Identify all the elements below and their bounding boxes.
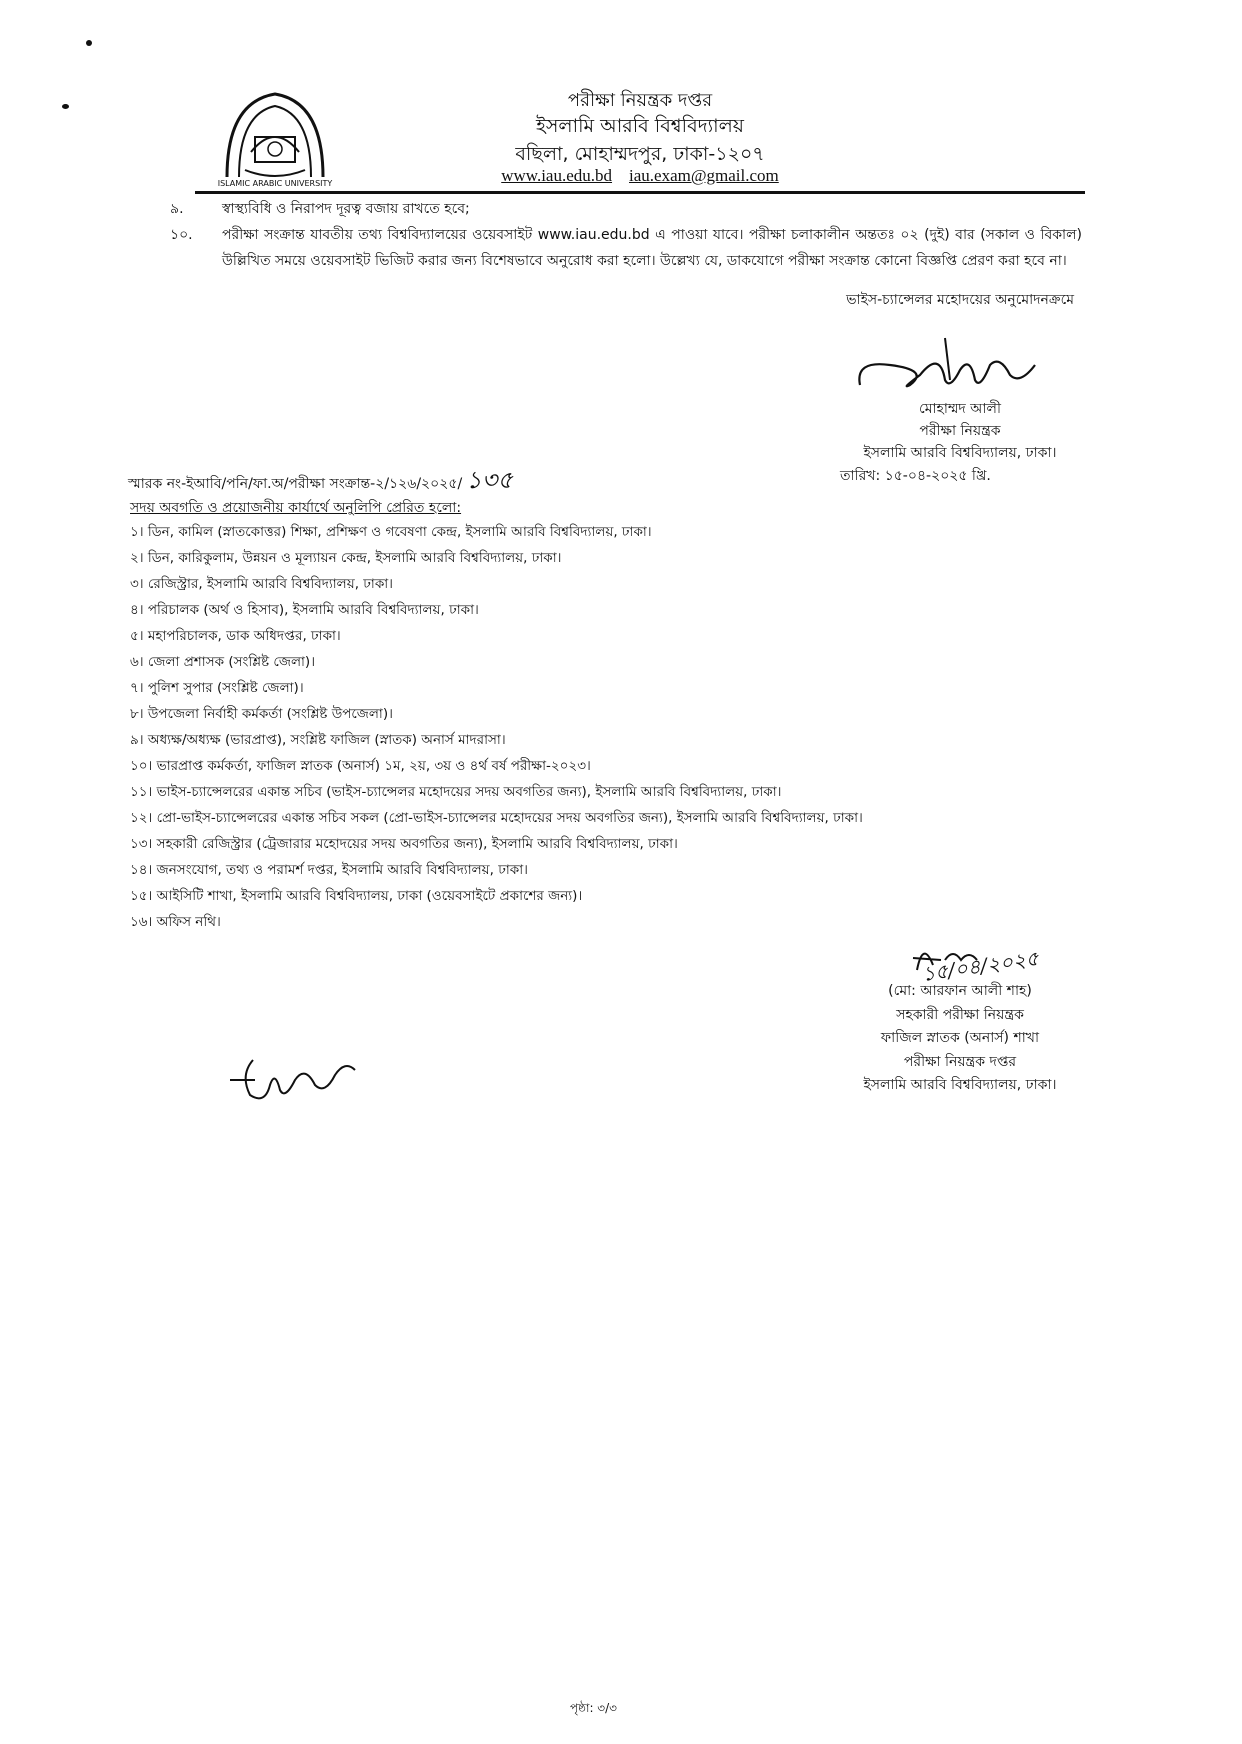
note-text: পরীক্ষা সংক্রান্ত যাবতীয় তথ্য বিশ্ববিদ্যালয়ের ওয়েবসাইট www.iau.edu.bd এ পাওয়া যাবে। পরীক্ষা চলাকালীন অন্ততঃ ০২ (দুই) বার (সকাল ও বিকাল) উল্লিখিত সময়ে ওয়েবসাইট ভিজিট করার জন্য বিশেষভাবে অনুরোধ করা হলো। উল্লেখ্য যে, ডাকযোগে পরীক্ষা সংক্রান্ত কোনো বিজ্ঞপ্তি প্রেরণ করা হবে না। <box>222 227 1082 269</box>
scan-mark <box>62 104 69 109</box>
initials-signature <box>225 1040 365 1110</box>
scan-mark <box>86 40 92 46</box>
note-text: স্বাস্থ্যবিধি ও নিরাপদ দূরত্ব বজায় রাখতে হবে; <box>222 201 470 217</box>
cc-item: ১৪। জনসংযোগ, তথ্য ও পরামর্শ দপ্তর, ইসলামি আরবি বিশ্ববিদ্যালয়, ঢাকা। <box>130 862 528 878</box>
university-name: ইসলামি আরবি বিশ্ববিদ্যালয় <box>535 115 744 137</box>
svg-text:ISLAMIC ARABIC UNIVERSITY: ISLAMIC ARABIC UNIVERSITY <box>217 179 333 188</box>
cc-item: ১১। ভাইস-চ্যান্সেলরের একান্ত সচিব (ভাইস-চ্যান্সেলর মহোদয়ের সদয় অবগতির জন্য), ইসলামি আরবি বিশ্ববিদ্যালয়, ঢাকা। <box>130 784 782 800</box>
signatory-2-office: পরীক্ষা নিয়ন্ত্রক দপ্তর <box>903 1053 1017 1070</box>
signatory-2 <box>830 980 1090 1098</box>
memo-date: তারিখ: ১৫-০৪-২০২৫ খ্রি. <box>840 468 991 484</box>
university-address: বছিলা, মোহাম্মদপুর, ঢাকা-১২০৭ <box>515 143 765 165</box>
website-link[interactable]: www.iau.edu.bd <box>501 166 613 185</box>
note-number: ১০. <box>170 227 193 243</box>
approval-line: ভাইস-চ্যান্সেলর মহোদয়ের অনুমোদনক্রমে <box>846 292 1074 308</box>
office-title: পরীক্ষা নিয়ন্ত্রক দপ্তর <box>567 90 713 111</box>
cc-item: ৮। উপজেলা নির্বাহী কর্মকর্তা (সংশ্লিষ্ট উপজেলা)। <box>130 706 393 722</box>
header-divider <box>195 191 1085 194</box>
cc-item: ১২। প্রো-ভাইস-চ্যান্সেলরের একান্ত সচিব সকল (প্রো-ভাইস-চ্যান্সেলর মহোদয়ের সদয় অবগতির জন্য), ইসলামি আরবি বিশ্ববিদ্যালয়, ঢাকা। <box>130 810 863 826</box>
cc-item: ৫। মহাপরিচালক, ডাক অধিদপ্তর, ঢাকা। <box>130 628 341 644</box>
cc-item: ৯। অধ্যক্ষ/অধ্যক্ষ (ভারপ্রাপ্ত), সংশ্লিষ্ট ফাজিল (স্নাতক) অনার্স মাদরাসা। <box>130 732 506 748</box>
signatory-1 <box>850 398 1070 464</box>
cc-item: ১। ডিন, কামিল (স্নাতকোত্তর) শিক্ষা, প্রশিক্ষণ ও গবেষণা কেন্দ্র, ইসলামি আরবি বিশ্ববিদ্যালয়, ঢাকা। <box>130 524 652 540</box>
cc-intro: সদয় অবগতি ও প্রয়োজনীয় কার্যার্থে অনুলিপি প্রেরিত হলো: <box>130 500 462 516</box>
note-9 <box>170 196 1090 222</box>
signature-2-date: ১৫/০৪/২০২৫ <box>920 945 1041 987</box>
signatory-1-institution: ইসলামি আরবি বিশ্ববিদ্যালয়, ঢাকা। <box>863 445 1057 461</box>
email-link[interactable]: iau.exam@gmail.com <box>629 166 779 185</box>
cc-item: ৩। রেজিস্ট্রার, ইসলামি আরবি বিশ্ববিদ্যালয়, ঢাকা। <box>130 576 394 592</box>
memo-ref-text: স্মারক নং-ইআবি/পনি/ফা.অ/পরীক্ষা সংক্রান্ত-২/১২৬/২০২৫/ <box>128 476 463 492</box>
cc-item: ২। ডিন, কারিকুলাম, উন্নয়ন ও মূল্যায়ন কেন্দ্র, ইসলামি আরবি বিশ্ববিদ্যালয়, ঢাকা। <box>130 550 562 566</box>
cc-item: ১৫। আইসিটি শাখা, ইসলামি আরবি বিশ্ববিদ্যালয়, ঢাকা (ওয়েবসাইটে প্রকাশের জন্য)। <box>130 888 583 904</box>
contact-line <box>420 166 860 186</box>
cc-item: ৪। পরিচালক (অর্থ ও হিসাব), ইসলামি আরবি বিশ্ববিদ্যালয়, ঢাকা। <box>130 602 479 618</box>
cc-item: ৬। জেলা প্রশাসক (সংশ্লিষ্ট জেলা)। <box>130 654 316 670</box>
cc-item: ১৬। অফিস নথি। <box>130 914 221 930</box>
page-number: পৃষ্ঠা: ৩/৩ <box>570 1701 617 1715</box>
signatory-1-designation: পরীক্ষা নিয়ন্ত্রক <box>919 423 1001 439</box>
memo-ref-handwritten: ১৩৫ <box>466 466 513 494</box>
cc-item: ১৩। সহকারী রেজিস্ট্রার (ট্রেজারার মহোদয়ের সদয় অবগতির জন্য), ইসলামি আরবি বিশ্ববিদ্যালয়, ঢাকা। <box>130 836 678 852</box>
cc-item: ১০। ভারপ্রাপ্ত কর্মকর্তা, ফাজিল স্নাতক (অনার্স) ১ম, ২য়, ৩য় ও ৪র্থ বর্ষ পরীক্ষা-২০২৩। <box>130 758 591 774</box>
signatory-1-name: মোহাম্মদ আলী <box>919 401 1001 417</box>
signatory-2-section: ফাজিল স্নাতক (অনার্স) শাখা <box>880 1030 1040 1046</box>
signatory-2-name: (মো: আরফান আলী শাহ) <box>888 983 1032 999</box>
signatory-2-designation: সহকারী পরীক্ষা নিয়ন্ত্রক <box>896 1006 1024 1023</box>
cc-item: ৭। পুলিশ সুপার (সংশ্লিষ্ট জেলা)। <box>130 680 304 696</box>
university-logo <box>215 82 335 192</box>
signatory-2-institution: ইসলামি আরবি বিশ্ববিদ্যালয়, ঢাকা। <box>863 1077 1057 1093</box>
note-number: ৯. <box>170 201 184 217</box>
